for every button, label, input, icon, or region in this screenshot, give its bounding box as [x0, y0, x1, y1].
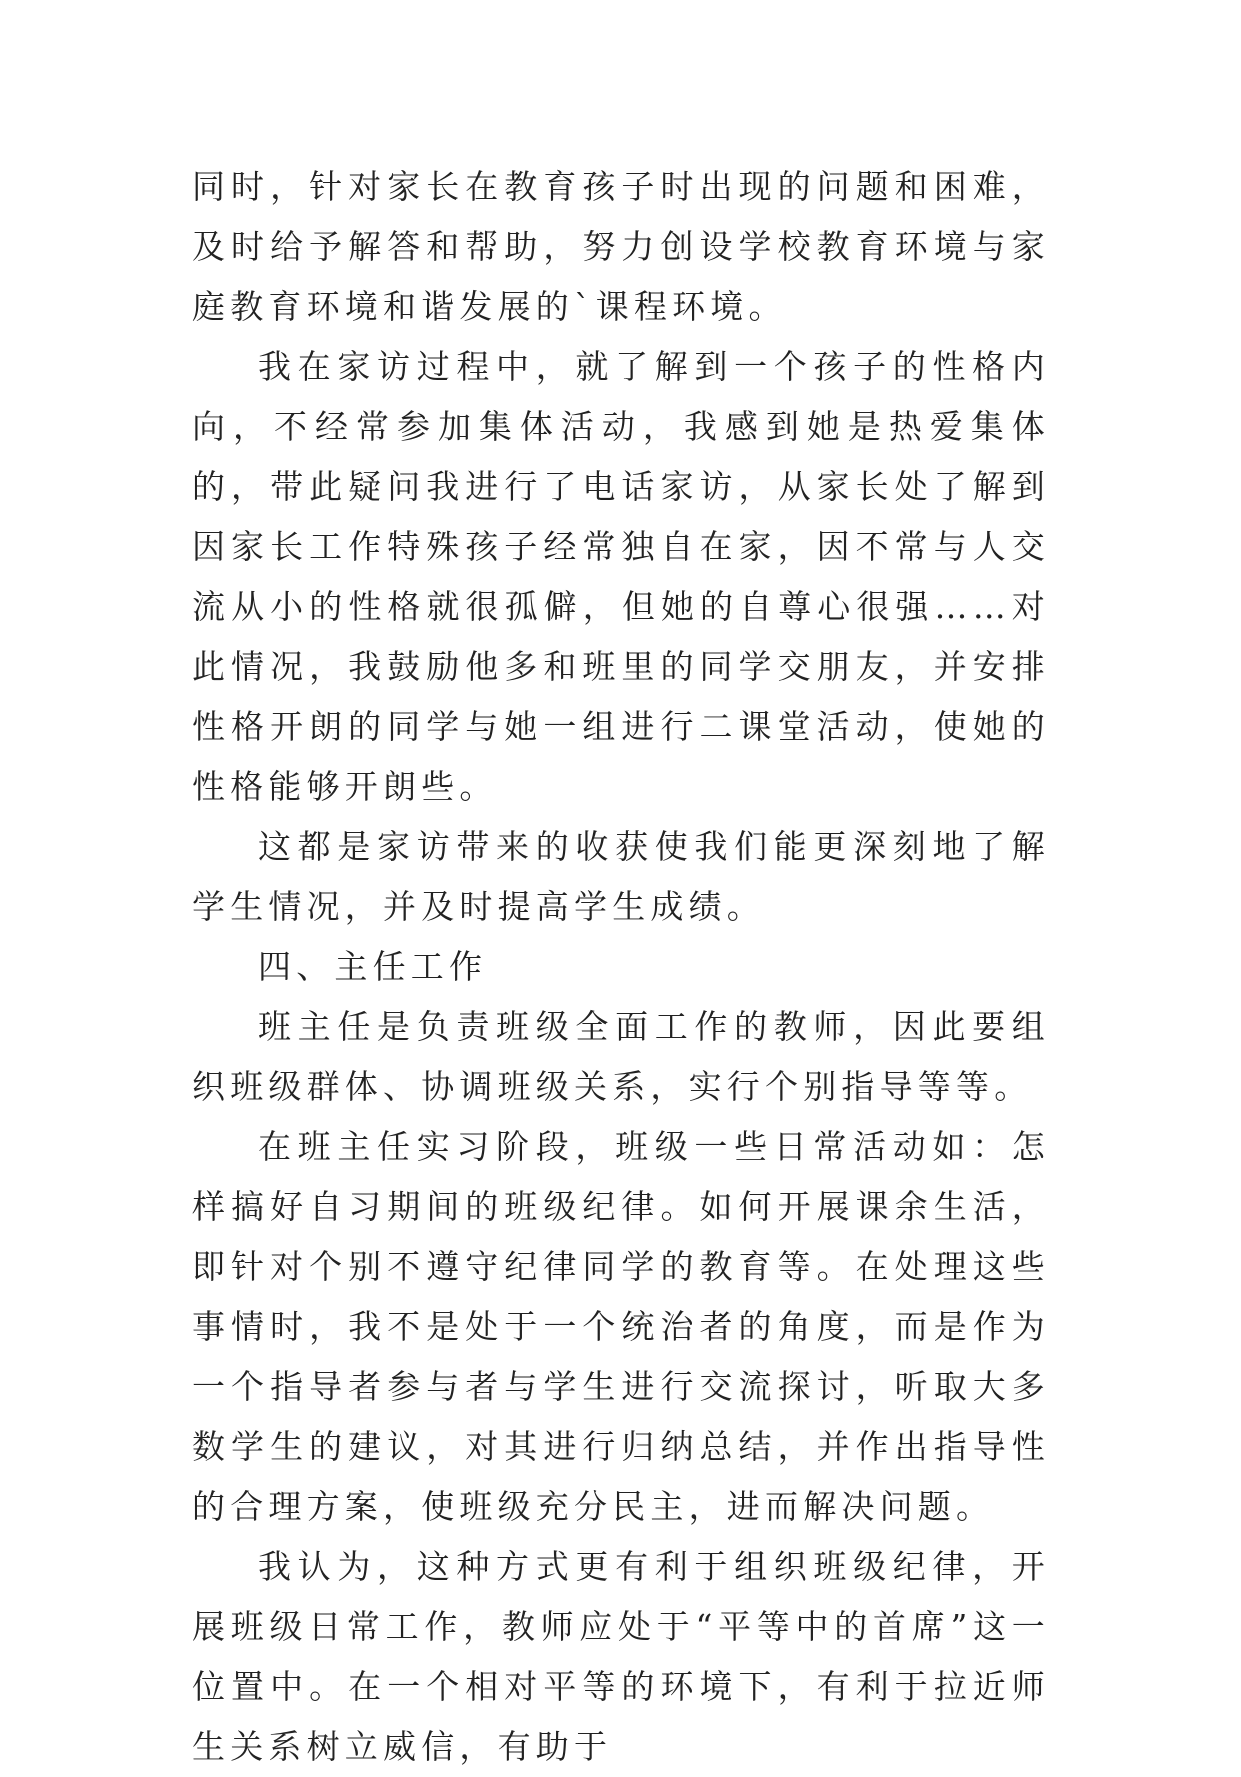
document-body — [192, 157, 1050, 1777]
paragraph-2: 我在家访过程中，就了解到一个孩子的性格内向，不经常参加集体活动，我感到她是热爱集体的，带此疑问我进行了电话家访，从家长处了解到因家长工作特殊孩子经常独自在家，因不常与人交流从小的性格就很孤僻，但她的自尊心很强……对此情况，我鼓励他多和班里的同学交朋友，并安排性格开朗的同学与她一组进行二课堂活动，使她的性格能够开朗些。 — [192, 347, 1050, 806]
paragraph-4: 班主任是负责班级全面工作的教师，因此要组织班级群体、协调班级关系，实行个别指导等等。 — [192, 1007, 1050, 1106]
section-heading: 四、主任工作 — [258, 947, 488, 986]
paragraph-1: 同时，针对家长在教育孩子时出现的问题和困难，及时给予解答和帮助，努力创设学校教育环境与家庭教育环境和谐发展的`课程环境。 — [192, 167, 1050, 326]
paragraph-5: 在班主任实习阶段，班级一些日常活动如：怎样搞好自习期间的班级纪律。如何开展课余生活，即针对个别不遵守纪律同学的教育等。在处理这些事情时，我不是处于一个统治者的角度，而是作为一个指导者参与者与学生进行交流探讨，听取大多数学生的建议，对其进行归纳总结，并作出指导性的合理方案，使班级充分民主，进而解决问题。 — [192, 1127, 1050, 1526]
paragraph-6: 我认为，这种方式更有利于组织班级纪律，开展班级日常工作，教师应处于“平等中的首席”这一位置中。在一个相对平等的环境下，有利于拉近师生关系树立威信，有助于 — [192, 1547, 1050, 1766]
paragraph-3: 这都是家访带来的收获使我们能更深刻地了解学生情况，并及时提高学生成绩。 — [192, 827, 1050, 926]
